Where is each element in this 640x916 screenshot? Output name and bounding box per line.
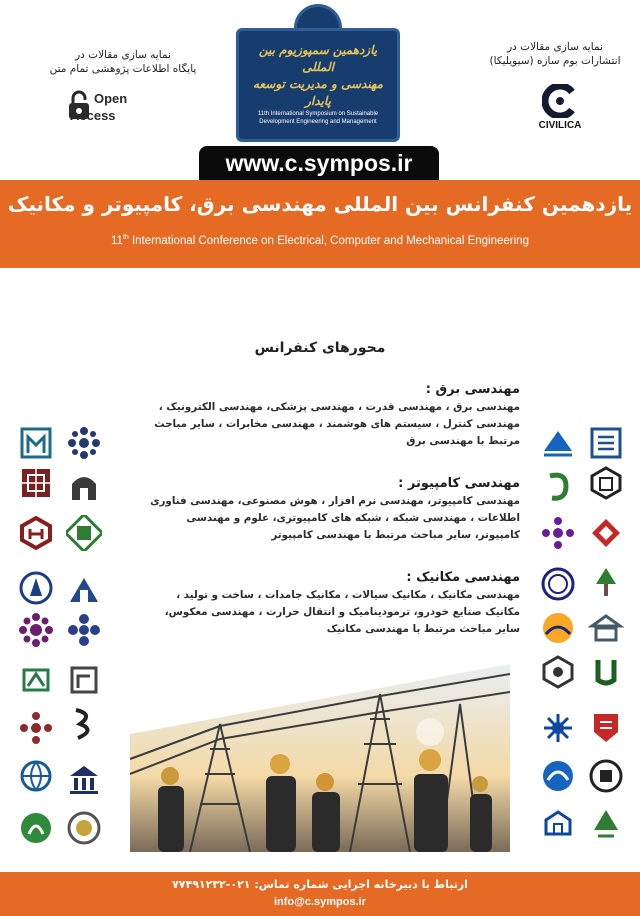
axis-line: کامپیوتر، سایر مباحث مرتبط با مهندسی کامپیوتر [271, 529, 520, 541]
powerline-workers-image [130, 664, 510, 852]
emblem-script-line-2: مهندسی و مدیریت توسعه پایدار [253, 77, 383, 108]
left-index-line-1: نمایه سازی مقالات در [75, 49, 171, 61]
university-logo-icon [66, 515, 102, 551]
university-logo-icon [540, 654, 576, 690]
footer [0, 872, 640, 916]
university-logo-icon [540, 515, 576, 551]
emblem-english-line-2: Development Engineering and Management [259, 119, 377, 125]
university-logo-icon [540, 610, 576, 646]
university-logo-icon [540, 710, 576, 746]
header [0, 0, 640, 180]
engineers-illustration [130, 664, 510, 852]
university-logo-icon [66, 762, 102, 798]
university-logo-icon [66, 425, 102, 461]
contact-phone: ارتباط با دبیرخانه اجرایی شماره تماس: ۰۲۱-۷۷۴۹۱۲۳۲ [172, 878, 468, 891]
university-logo-icon [588, 515, 624, 551]
axis-line: سایر مباحث مرتبط با مهندسی مکانیک [326, 623, 520, 635]
conference-title-en [0, 234, 640, 247]
civilica-name: CIVILICA [538, 120, 582, 131]
university-logo-icon [18, 612, 54, 648]
university-logo-icon [540, 468, 576, 504]
open-access-word-1: Open [94, 91, 128, 106]
axis-line: مهندسی کنترل ، سیستم های هوشمند ، مهندسی مخابرات ، سایر مباحث [154, 418, 520, 430]
axis-line: مهندسی کامپیوتر، مهندسی نرم افزار ، هوش مصنوعی، مهندسی فناوری [150, 495, 520, 507]
civilica-logo [520, 84, 600, 134]
right-index-line-2: انتشارات بوم سازه (سیویلیکا) [489, 55, 621, 67]
emblem-script [244, 42, 392, 110]
title-ordinal: 11 [111, 234, 123, 247]
university-logo-icon [18, 570, 54, 606]
university-logo-icon [588, 710, 624, 746]
university-logo-icon [66, 572, 102, 608]
axis-electrical [128, 382, 520, 450]
emblem-english [242, 110, 394, 126]
university-logo-icon [588, 806, 624, 842]
university-logo-icon [66, 810, 102, 846]
university-logo-icon [588, 425, 624, 461]
left-index-line-2: پایگاه اطلاعات پژوهشی تمام متن [49, 63, 197, 75]
axis-line: مهندسی مکانیک ، مکانیک سیالات ، مکانیک جامدات ، ساخت و تولید ، [176, 589, 520, 601]
title-banner [0, 180, 640, 268]
axis-line: مکانیک صنایع خودرو، ترمودینامیک و انتقال حرارت ، مهندسی معکوس، [164, 606, 520, 618]
university-logo-icon [18, 515, 54, 551]
open-access-word-2: Access [70, 108, 116, 123]
university-logo-icon [66, 706, 102, 742]
university-logo-icon [588, 758, 624, 794]
title-en-rest: International Conference on Electrical, Computer and Mechanical Engineering [128, 234, 529, 247]
contact-email[interactable]: info@c.sympos.ir [273, 896, 367, 908]
university-logo-icon [18, 710, 54, 746]
university-logo-icon [66, 468, 102, 504]
conference-title-fa: یازدهمین کنفرانس بین المللی مهندسی برق، کامپیوتر و مکانیک [7, 192, 633, 216]
axis-computer [128, 476, 520, 544]
emblem-english-line-1: 11th International Symposium on Sustainable [257, 111, 379, 117]
axis-heading: مهندسی کامپیوتر : [398, 476, 520, 491]
civilica-logo-icon [542, 84, 578, 118]
axis-heading: مهندسی مکانیک : [406, 570, 520, 585]
university-logo-icon [540, 758, 576, 794]
open-access-logo [68, 88, 148, 128]
university-logo-icon [588, 654, 624, 690]
symposium-emblem [236, 4, 400, 142]
axis-mechanical [128, 570, 520, 638]
university-logo-icon [588, 610, 624, 646]
university-logo-icon [18, 758, 54, 794]
website-link[interactable]: www.c.sympos.ir [199, 146, 439, 180]
axes-title: محورهای کنفرانس [254, 340, 386, 356]
axis-line: مرتبط با مهندسی برق [406, 435, 520, 447]
university-logo-icon [18, 662, 54, 698]
university-logo-icon [66, 612, 102, 648]
axis-line: اطلاعات ، مهندسی شبکه ، شبکه های کامپیوتری، علوم و مهندسی [186, 512, 520, 524]
university-logo-icon [588, 465, 624, 501]
title-ordinal-suffix: th [122, 234, 129, 241]
axis-heading: مهندسی برق : [425, 382, 520, 397]
emblem-script-line-1: یازدهمین سمپوزیوم بین المللی [258, 43, 378, 74]
axis-line: مهندسی برق ، مهندسی قدرت ، مهندسی پزشکی، مهندسی الکترونیک ، [158, 401, 520, 413]
university-logo-icon [540, 566, 576, 602]
university-logo-icon [18, 465, 54, 501]
university-logo-icon [18, 810, 54, 846]
university-logo-icon [588, 564, 624, 600]
university-logo-icon [540, 425, 576, 461]
left-index-note [28, 48, 218, 76]
right-index-note [470, 40, 640, 68]
university-logo-icon [66, 662, 102, 698]
right-index-line-1: نمایه سازی مقالات در [507, 41, 603, 53]
university-logo-icon [540, 806, 576, 842]
university-logo-icon [18, 425, 54, 461]
